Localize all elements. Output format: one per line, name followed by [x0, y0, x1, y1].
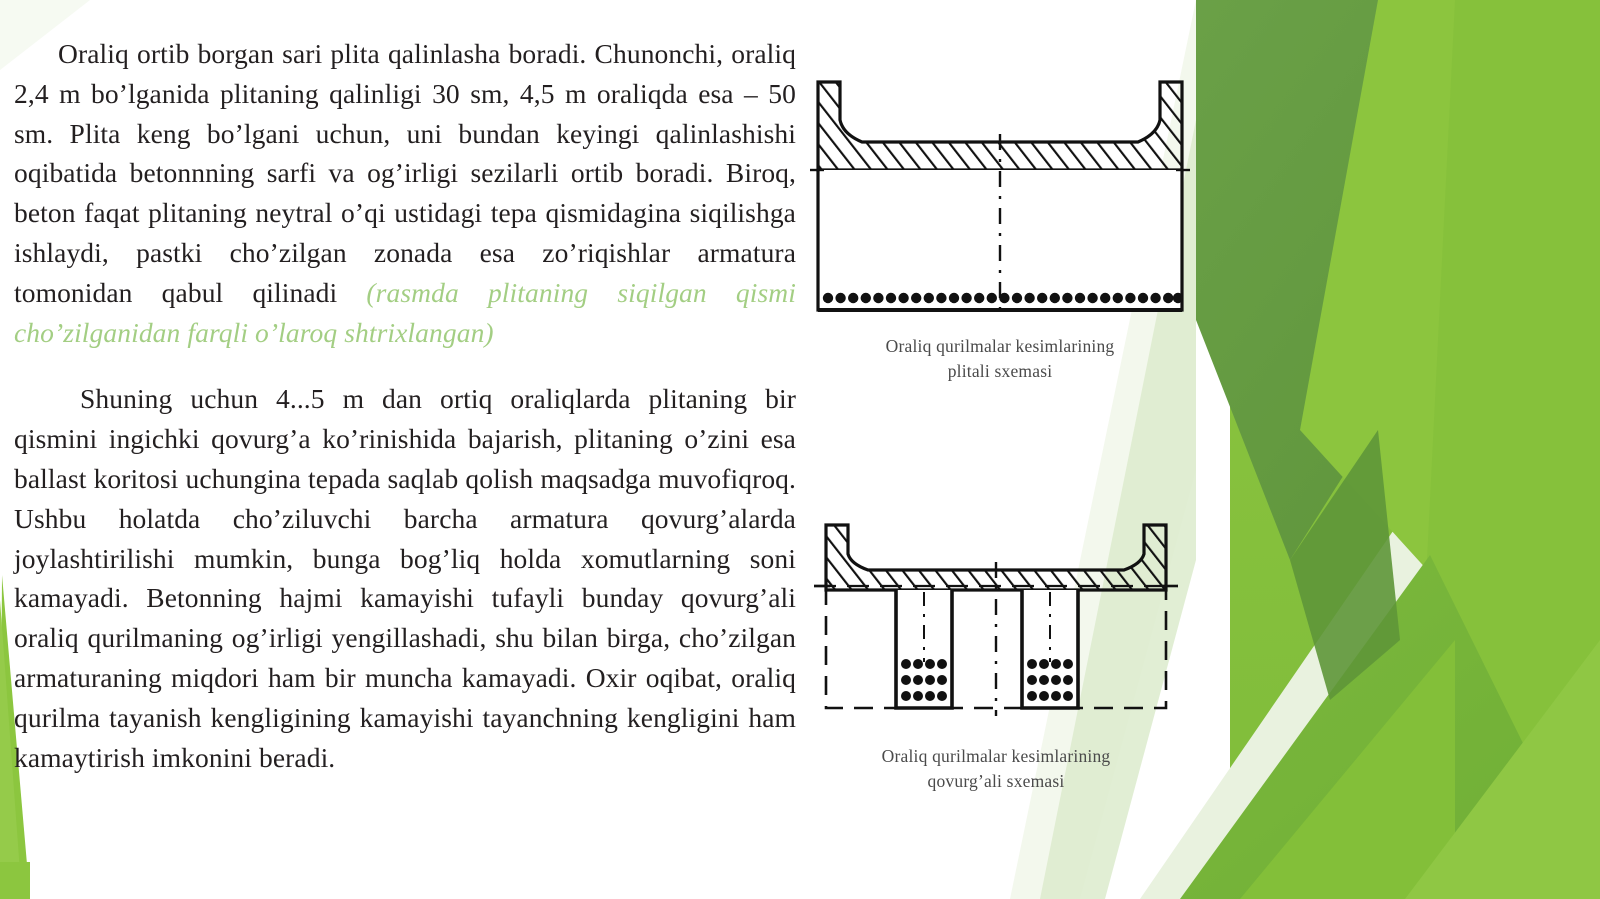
paragraph-1-main-text: Oraliq ortib borgan sari plita qalinlasha boradi. Chunonchi, oraliq 2,4 m bo’lganida plitaning qalinligi 30 sm, 4,5 m oraliqda esa – 50 sm. Plita keng bo’lgani uchun, uni bundan keyingi qalinlashishi oqibatida betonnning sarfi va og’irligi sezilarli ortib boradi. Biroq, beton faqat plitaning neytral o’qi ustidagi tepa qismidagina siqilishga ishlaydi, pastki cho’zilgan zonada esa zo’riqishlar armatura tomonidan qabul qilinadi: [14, 38, 796, 308]
figure-plate-scheme: [810, 72, 1190, 384]
paragraph-2-text: Shuning uchun 4...5 m dan ortiq oraliqlarda plitaning bir qismini ingichki qovurg’a ko’rinishida bajarish, plitaning o’zini esa ballast koritosi uchungina tepada saqlab qolish maqsadga muvofiqroq. Ushbu holatda cho’ziluvchi barcha armatura qovurg’alarda joylashtirilishi mumkin, bunga bog’liq holda xomutlarning soni kamayadi. Betonning hajmi kamayishi tufayli bunday qovurg’ali oraliq qurilmaning og’irligi yengillashadi, shu bilan birga, cho’zilgan armaturaning miqdori ham bir muncha kamayadi. Oxir oqibat, oraliq qurilma tayanish kengligining kamayishi tayanchning kengligini ham kamaytirish imkonini beradi.: [14, 383, 796, 773]
figure-ribbed-scheme: [806, 512, 1186, 794]
ribbed-scheme-drawing: [806, 512, 1186, 730]
rebar-bottom-row: [823, 293, 1183, 303]
caption-line-1: Oraliq qurilmalar kesimlarining: [881, 746, 1111, 766]
paragraph-2: [14, 379, 796, 777]
text-column: [14, 34, 796, 777]
paragraph-1: [14, 34, 796, 352]
figure-ribbed-scheme-caption: [806, 744, 1186, 794]
plate-scheme-drawing: [810, 72, 1190, 320]
caption-line-1: Oraliq qurilmalar kesimlarining: [885, 336, 1115, 356]
caption-line-2: plitali sxemasi: [947, 361, 1053, 381]
caption-line-2: qovurg’ali sxemasi: [927, 771, 1065, 791]
figure-plate-scheme-caption: [810, 334, 1190, 384]
paragraph-1-green-italic-note: (rasmda plitaning siqilgan qismi cho’zilganidan farqli o’laroq shtrixlangan): [14, 276, 796, 348]
